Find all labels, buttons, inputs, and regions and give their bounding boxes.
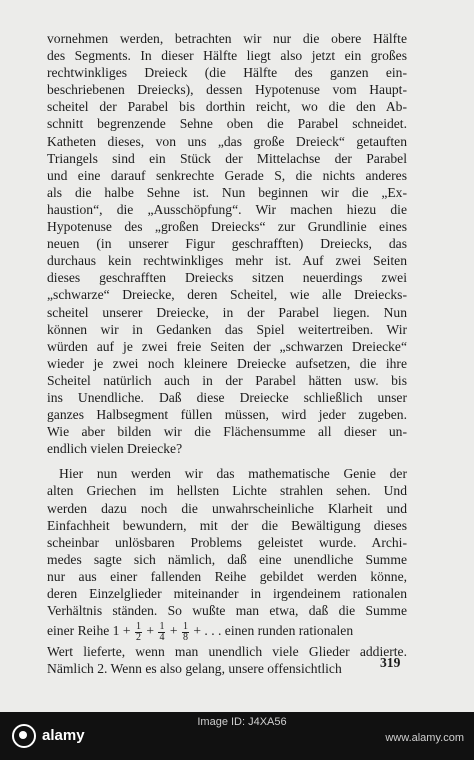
text-line: und eine darauf senkrechte Gerade S, die nichts anderes xyxy=(47,167,407,183)
text-line: schnitt begrenzende Sehne oben die Parabel schneidet. xyxy=(47,116,407,132)
series-formula-line xyxy=(47,619,407,643)
fraction-numerator: 1 xyxy=(135,620,141,632)
text-line: medes sagte sich nämlich, daß eine unendliche Summe xyxy=(47,551,407,567)
text-line: Hier nun werden wir das mathematische Genie der xyxy=(59,466,407,482)
text-line: deren Einzelglieder miteinander in irgendeinem rationalen xyxy=(47,586,407,601)
brand-mark-icon xyxy=(12,724,36,748)
text-line: Verhältnis ständen. So wußte man etwa, daß die Summe xyxy=(47,603,407,619)
text-line: des Segments. In dieser Hälfte liegt also jetzt ein großes xyxy=(47,48,407,64)
text-line: Wie aber bilden wir die Flächensumme all dieser un- xyxy=(47,424,407,440)
fraction-numerator: 1 xyxy=(182,620,188,632)
page-number: 319 xyxy=(380,655,401,670)
brand-name: alamy xyxy=(42,726,85,744)
paragraph-1 xyxy=(47,30,407,457)
plus-sign: + xyxy=(169,623,178,639)
fraction-denominator: 8 xyxy=(182,631,188,643)
formula-prefix: einer Reihe 1 xyxy=(47,623,120,639)
text-line: scheitel der Parabel bis dorthin reicht, wo die den Ab- xyxy=(47,99,407,115)
text-line: rechtwinkliges Dreieck (die Hälfte des ganzen ein- xyxy=(47,65,407,81)
body-text xyxy=(47,30,407,677)
text-line: Einfachheit bewundern, mit der die Bewältigung dieses xyxy=(47,517,407,533)
fraction-denominator: 2 xyxy=(135,631,141,643)
text-line: Nämlich 2. Wenn es also gelang, unsere offensichtlich xyxy=(47,661,342,677)
paragraph-2 xyxy=(47,465,407,677)
text-line: „schwarze“ Dreiecke, deren Scheitel, wie alle Dreiecks- xyxy=(47,287,407,303)
text-line: können wir in Gedanken das Spiel weitertreiben. Wir xyxy=(47,321,407,337)
text-line: als die halbe Sehne ist. Nun beginnen wir die „Ex- xyxy=(47,184,407,200)
text-line: dieses geschrafften Dreiecks sitzen neuerdings zwei xyxy=(47,270,407,286)
text-line: Hypotenuse des „großen Dreiecks“ zur Grundlinie eines xyxy=(47,219,407,235)
text-line: werden dazu noch die unwahrscheinliche Klarheit und xyxy=(47,500,407,516)
plus-sign: + xyxy=(146,623,155,639)
fraction-term xyxy=(135,622,142,643)
image-id: Image ID: J4XA56 xyxy=(197,716,287,728)
text-line: alten Griechen im hellsten Lichte strahlen sehen. Und xyxy=(47,483,407,499)
text-line: haustion“, die „Ausschöpfung“. Wir machen hiezu die xyxy=(47,201,407,217)
text-line: nur aus einer fallenden Reihe gebildet werden könne, xyxy=(47,568,407,584)
brand-logo xyxy=(12,724,85,748)
text-line: durchaus kein rechtwinkliges mehr ist. Auf zwei Seiten xyxy=(47,253,407,269)
fraction-term xyxy=(158,622,165,643)
paragraph-2-end xyxy=(47,643,407,677)
text-line: ins Unendliche. Daß diese Dreiecke schließlich unser xyxy=(47,389,407,405)
fraction-numerator: 1 xyxy=(159,620,165,632)
text-line: Katheten dieses, von uns „das große Dreieck“ getauften xyxy=(47,133,407,149)
text-line: ganzes Halbsegment füllen müssen, wird jeder zugeben. xyxy=(47,407,407,423)
text-line: Wert lieferte, wenn man unendlich viele Glieder addierte. xyxy=(47,644,407,660)
text-line: endlich vielen Dreiecke? xyxy=(47,441,183,457)
fraction-term xyxy=(182,622,189,643)
text-line: neuen (in unserer Figur geschrafften) Dreiecks, das xyxy=(47,236,407,252)
plus-sign: + xyxy=(122,623,131,639)
paragraph-2-lines xyxy=(47,465,407,619)
watermark-footer xyxy=(0,712,474,760)
brand-url: www.alamy.com xyxy=(385,732,464,744)
formula-suffix: + . . . einen runden rationalen xyxy=(193,623,354,639)
text-line: Scheitel natürlich auch in der Parabel hätten usw. bis xyxy=(47,372,407,388)
text-line: scheitel unserer Dreiecke, in der Parabel liegen. Nun xyxy=(47,304,407,320)
fraction-denominator: 4 xyxy=(159,631,165,643)
text-line: beschriebenen Dreiecks), dessen Hypotenuse vom Haupt- xyxy=(47,82,407,98)
text-line: vornehmen werden, betrachten wir nur die obere Hälfte xyxy=(47,31,407,46)
text-line: Triangels sind ein Stück der Mittelachse der Parabel xyxy=(47,150,407,166)
text-line: wieder je zwei noch kleinere Dreiecke aufsetzen, die ihre xyxy=(47,355,407,371)
text-line: scheinbar unlösbaren Problems geleistet wurde. Archi- xyxy=(47,534,407,550)
text-line: würden auf je zwei freie Seiten der „schwarzen Dreiecke“ xyxy=(47,338,407,354)
